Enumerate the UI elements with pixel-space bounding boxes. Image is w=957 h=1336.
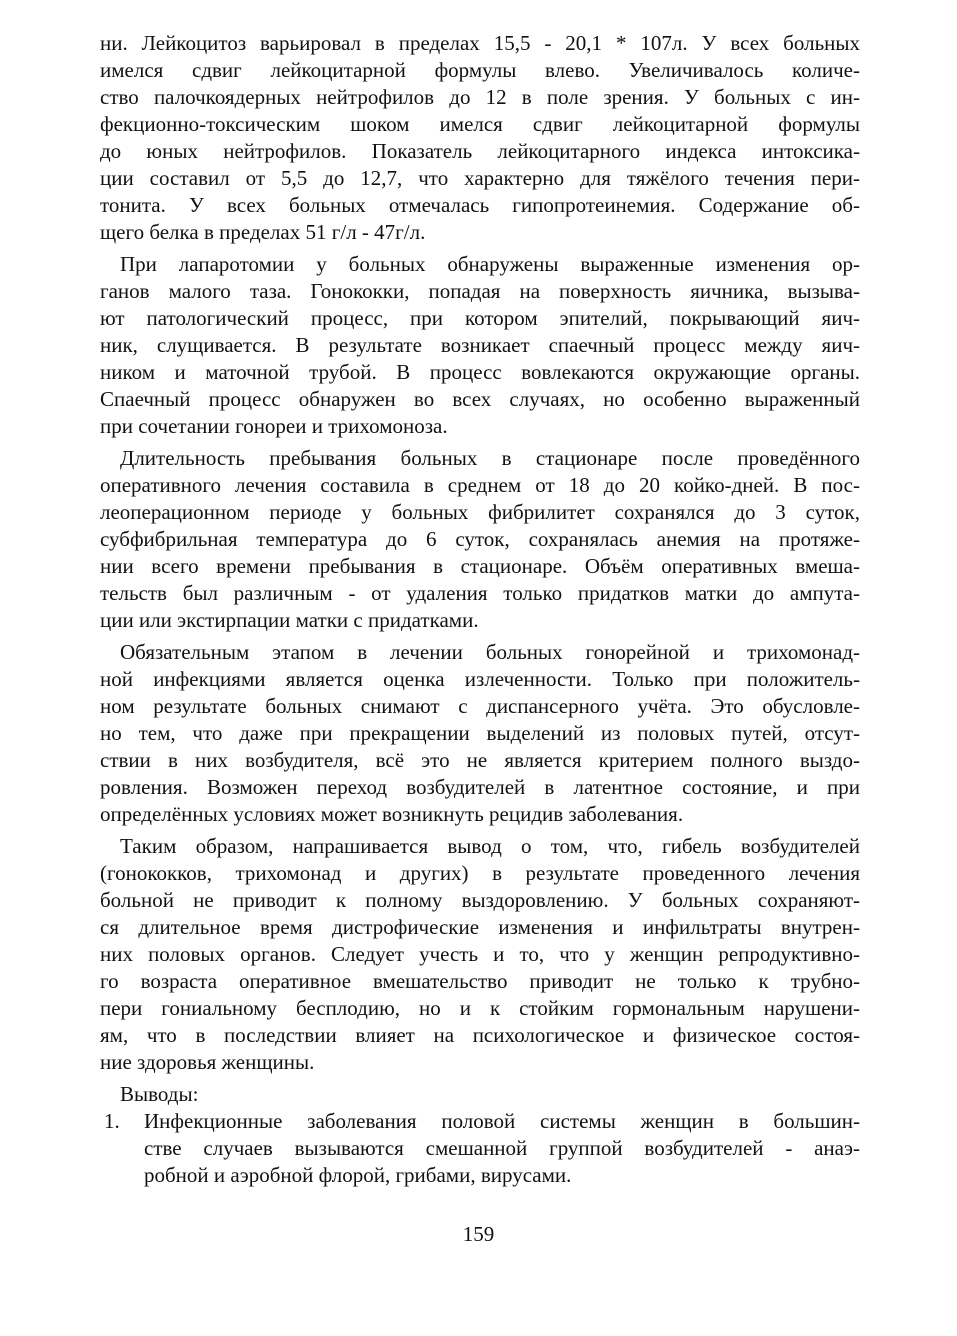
text-line: Инфекционные заболевания половой системы женщин в большин- — [144, 1109, 860, 1133]
list-item-body — [144, 1108, 860, 1189]
text-line: тонита. У всех больных отмечалась гипопротеинемия. Содержание об- — [100, 193, 860, 217]
paragraph-2 — [100, 251, 860, 440]
text-line: фекционно-токсическим шоком имелся сдвиг лейкоцитарной формулы — [100, 112, 860, 136]
text-line: Таким образом, напрашивается вывод о том, что, гибель возбудителей — [120, 834, 860, 858]
text-line: ние здоровья женщины. — [100, 1050, 315, 1074]
conclusions-list — [100, 1108, 860, 1189]
conclusions-heading-block — [100, 1081, 860, 1108]
text-line: ной инфекциями является оценка излеченности. Только при положитель- — [100, 667, 860, 691]
text-line: имелся сдвиг лейкоцитарной формулы влево. Увеличивалось количе- — [100, 58, 860, 82]
text-line: робной и аэробной флорой, грибами, вирусами. — [144, 1163, 572, 1187]
text-line: го возраста оперативное вмешательство приводит не только к трубно- — [100, 969, 860, 993]
text-line: тельств был различным - от удаления только придатков матки до ампута- — [100, 581, 860, 605]
text-line: ни. Лейкоцитоз варьировал в пределах 15,5 - 20,1 * 107л. У всех больных — [100, 31, 860, 55]
paragraph-1 — [100, 30, 860, 246]
page-number: 159 — [462, 1222, 495, 1246]
text-line: При лапаротомии у больных обнаружены выраженные изменения ор- — [120, 252, 860, 276]
text-line: ции составил от 5,5 до 12,7, что характерно для тяжёлого течения пери- — [100, 166, 860, 190]
text-line: ник, слущивается. В результате возникает спаечный процесс между яич- — [100, 333, 860, 357]
text-line: ся длительное время дистрофические изменения и инфильтраты внутрен- — [100, 915, 860, 939]
text-line: щего белка в пределах 51 г/л - 47г/л. — [100, 220, 426, 244]
text-line: ствии в них возбудителя, всё это не является критерием полного выздо- — [100, 748, 860, 772]
text-line: но тем, что даже при прекращении выделений из половых путей, отсут- — [100, 721, 860, 745]
text-line: до юных нейтрофилов. Показатель лейкоцитарного индекса интоксика- — [100, 139, 860, 163]
paragraph-4 — [100, 639, 860, 828]
text-line: ют патологический процесс, при котором эпителий, покрывающий яич- — [100, 306, 860, 330]
text-line: ям, что в последствии влияет на психологическое и физическое состоя- — [100, 1023, 860, 1047]
list-item-number: 1. — [104, 1109, 120, 1133]
text-line: при сочетании гонореи и трихомоноза. — [100, 414, 448, 438]
text-line: нии всего времени пребывания в стационаре. Объём оперативных вмеша- — [100, 554, 860, 578]
text-line: больной не приводит к полному выздоровлению. У больных сохраняют- — [100, 888, 860, 912]
conclusions-heading: Выводы: — [120, 1082, 199, 1106]
text-line: Обязательным этапом в лечении больных гонорейной и трихомонад- — [120, 640, 860, 664]
text-line: Длительность пребывания больных в стационаре после проведённого — [120, 446, 860, 470]
text-line: определённых условиях может возникнуть рецидив заболевания. — [100, 802, 684, 826]
text-line: ство палочкоядерных нейтрофилов до 12 в поле зрения. У больных с ин- — [100, 85, 860, 109]
text-line: ции или экстирпации матки с придатками. — [100, 608, 479, 632]
text-line: леоперационном периоде у больных фибрилитет сохранялся до 3 суток, — [100, 500, 860, 524]
text-line: субфибрильная температура до 6 суток, сохранялась анемия на протяже- — [100, 527, 860, 551]
text-line: пери гониальному бесплодию, но и к стойким гормональным нарушени- — [100, 996, 860, 1020]
text-line: оперативного лечения составила в среднем от 18 до 20 койко-дней. В пос- — [100, 473, 860, 497]
paragraph-3 — [100, 445, 860, 634]
text-line: ганов малого таза. Гонококки, попадая на поверхность яичника, вызыва- — [100, 279, 860, 303]
text-line: ном результате больных снимают с диспансерного учёта. Это обусловле- — [100, 694, 860, 718]
text-line: (гонококков, трихомонад и других) в результате проведенного лечения — [100, 861, 860, 885]
text-line: стве случаев вызываются смешанной группой возбудителей - анаэ- — [144, 1136, 860, 1160]
text-line: них половых органов. Следует учесть и то, что у женщин репродуктивно- — [100, 942, 860, 966]
text-line: Спаечный процесс обнаружен во всех случаях, но особенно выраженный — [100, 387, 860, 411]
text-line: ровления. Возможен переход возбудителей в латентное состояние, и при — [100, 775, 860, 799]
text-line: ником и маточной трубой. В процесс вовлекаются окружающие органы. — [100, 360, 860, 384]
page-body — [100, 30, 860, 1189]
paragraph-5 — [100, 833, 860, 1076]
